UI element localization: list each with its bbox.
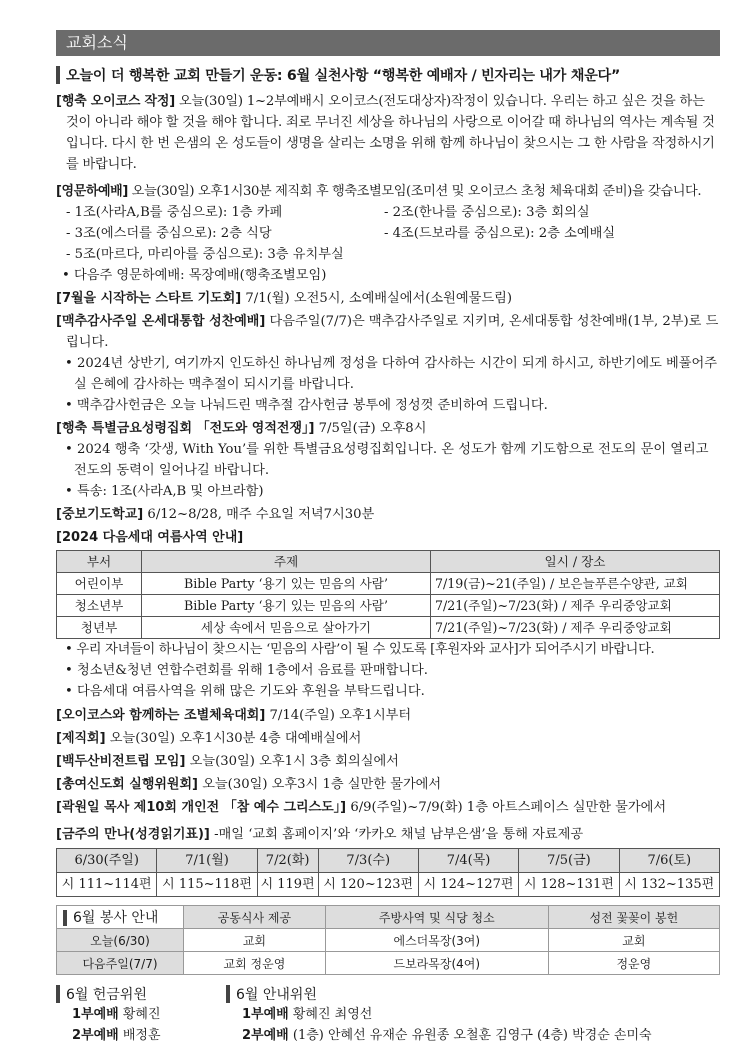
baekdu-title: [백두산비전트립 모임] (56, 754, 186, 769)
day-cell: 7/5(금) (519, 849, 619, 873)
member-names: 황혜진 (122, 1007, 161, 1022)
reading-cell: 시 119편 (257, 873, 318, 897)
table-cell: 청소년부 (57, 595, 142, 617)
july-prayer-text: 7/1(월) 오전5시, 소예배실에서(소원예물드림) (241, 291, 512, 306)
council-title: [총여신도회 실행위원회] (56, 777, 198, 792)
member-names: 배정훈 (122, 1028, 161, 1043)
exhibit-text: 6/9(주일)~7/9(화) 1층 아트스페이스 실만한 물가에서 (346, 800, 667, 815)
oikos-title: [행축 오이코스 작정] (56, 94, 175, 109)
thanks-title: [맥추감사주일 온세대통합 성찬예배] (56, 314, 266, 329)
usher-block (226, 984, 652, 1046)
section-title: 교회소식 (56, 30, 720, 56)
oikos-text: 오늘(30일) 1~2부예배시 오이코스(전도대상자)작정이 있습니다. 우리는 하고 싶은 것을 하는 것이 아니라 해야 할 것을 해야 합니다. 죄로 무너진 세상을 하나님의 사랑으로 이어갈 때 하나님의 역사는 계속될 것입니다. 다시 한 번 은샘의 온 성도들이 생명을 살리는 소명을 위해 함께 하나님이 찾으시는 그 한 사람을 작정하시기를 바랍니다. (66, 94, 715, 172)
summer-title: [2024 다음세대 여름사역 안내] (56, 530, 244, 545)
list-item: • 맥추감사헌금은 오늘 나눠드린 맥추절 감사헌금 봉투에 정성껏 준비하여 드립니다. (65, 398, 548, 413)
oikos-section (56, 91, 720, 175)
middle-prayer-text: 6/12~8/28, 매주 수요일 저녁7시30분 (143, 507, 375, 522)
revival-title: [행축 특별금요성령집회 「전도와 영적전쟁」] (56, 421, 315, 436)
headline-text: 오늘이 더 행복한 교회 만들기 운동: 6월 실천사항 “행복한 예배자 / 빈자리는 내가 채운다” (66, 68, 620, 84)
service-label: 1부예배 (72, 1007, 119, 1022)
sports-item (56, 705, 720, 726)
reading-cell: 시 111~114편 (57, 873, 157, 897)
day-cell: 7/2(화) (257, 849, 318, 873)
table-cell: 7/21(주일)~7/23(화) / 제주 우리중앙교회 (431, 617, 720, 639)
group-item: - 3조(에스더를 중심으로): 2층 식당 (66, 226, 272, 241)
bible-text: -매일 ‘교회 홈페이지’와 ‘카카오 채널 남부은샘’을 통해 자료제공 (209, 827, 584, 842)
table-row (57, 595, 720, 617)
council-text: 오늘(30일) 오후3시 1층 실만한 물가에서 (198, 777, 442, 792)
list-item: • 특송: 1조(사라A,B 및 아브라함) (65, 484, 264, 499)
table-cell: Bible Party ‘용기 있는 믿음의 사람’ (142, 573, 431, 595)
service-label: 2부예배 (72, 1028, 119, 1043)
summer-section (56, 527, 720, 702)
table-cell: 청년부 (57, 617, 142, 639)
group-item: - 4조(드보라를 중심으로): 2층 소예배실 (384, 226, 616, 241)
list-item: • 다음세대 여름사역을 위해 많은 기도와 후원을 부탁드립니다. (65, 684, 425, 699)
list-item: • 2024년 상반기, 여기까지 인도하신 하나님께 정성을 다하여 감사하는 시간이 되게 하시고, 하반기에도 베풀어주실 은혜에 감사하는 맥추절이 되시기를 바랍니다. (65, 356, 717, 392)
staff-text: 오늘(30일) 오후1시30분 4층 대예배실에서 (105, 731, 362, 746)
july-prayer-title: [7월을 시작하는 스타트 기도회] (56, 291, 242, 306)
headline (56, 65, 720, 85)
day-cell: 7/4(목) (418, 849, 518, 873)
table-header: 주제 (142, 551, 431, 573)
list-item: • 2024 행축 ‘갓생, With You’를 위한 특별금요성령집회입니다. 온 성도가 함께 기도함으로 전도의 문이 열리고 전도의 동력이 일어나길 바랍니다. (65, 442, 709, 478)
july-prayer (56, 288, 720, 309)
title-bar (56, 985, 60, 1003)
reading-cell: 시 115~118편 (157, 873, 257, 897)
exhibit-title: [곽원일 목사 제10회 개인전 「참 예수 그리스도」] (56, 800, 347, 815)
service-table (56, 905, 720, 975)
table-cell: 세상 속에서 믿음으로 살아가기 (142, 617, 431, 639)
bible-table (56, 848, 720, 897)
table-header: 공동식사 제공 (184, 906, 326, 929)
group-row (56, 202, 720, 223)
table-header-row (57, 551, 720, 573)
member-names: 황혜진 최영선 (292, 1007, 373, 1022)
oikos-body (56, 91, 720, 175)
sports-title: [오이코스와 함께하는 조별체육대회] (56, 708, 266, 723)
table-row (57, 617, 720, 639)
day-cell: 6/30(주일) (57, 849, 157, 873)
youngmoon-text: 오늘(30일) 오후1시30분 제직회 후 행축조별모임(조미션 및 오이코스 초청 체육대회 준비)을 갖습니다. (127, 184, 702, 199)
youngmoon-next: • 다음주 영문하예배: 목장예배(행축조별모임) (62, 268, 327, 283)
table-row (57, 873, 720, 897)
table-cell: 교회 (184, 929, 326, 952)
service-label: 2부예배 (242, 1028, 289, 1043)
day-cell: 7/6(토) (619, 849, 719, 873)
table-header: 주방사역 및 식당 청소 (325, 906, 548, 929)
table-cell: 어린이부 (57, 573, 142, 595)
table-cell: 7/19(금)~21(주일) / 보은늘푸른수양관, 교회 (431, 573, 720, 595)
staff-item (56, 728, 720, 749)
reading-cell: 시 132~135편 (619, 873, 719, 897)
group-row (56, 223, 720, 244)
table-cell: 드보라목장(4여) (325, 952, 548, 975)
usher-title: 6월 안내위원 (236, 987, 317, 1003)
church-news (56, 30, 720, 1046)
table-cell: 에스더목장(3여) (325, 929, 548, 952)
title-bar (63, 910, 67, 926)
table-row (57, 573, 720, 595)
table-cell: 다음주일(7/7) (57, 952, 184, 975)
youngmoon-section (56, 181, 720, 286)
reading-cell: 시 124~127편 (418, 873, 518, 897)
table-row (57, 952, 720, 975)
day-cell: 7/1(월) (157, 849, 257, 873)
table-cell: 교회 (548, 929, 719, 952)
committees (56, 984, 720, 1046)
table-header: 부서 (57, 551, 142, 573)
offering-title: 6월 헌금위원 (66, 987, 147, 1003)
revival-text: 7/5일(금) 오후8시 (314, 421, 427, 436)
middle-prayer (56, 504, 720, 525)
thanks-section (56, 311, 720, 416)
table-row (57, 929, 720, 952)
baekdu-item (56, 751, 720, 772)
sports-text: 7/14(주일) 오후1시부터 (265, 708, 412, 723)
table-header: 일시 / 장소 (431, 551, 720, 573)
middle-prayer-title: [중보기도학교] (56, 507, 144, 522)
reading-cell: 시 128~131편 (519, 873, 619, 897)
revival-section (56, 418, 720, 502)
table-cell: 교회 정운영 (184, 952, 326, 975)
service-label: 1부예배 (242, 1007, 289, 1022)
table-cell: Bible Party ‘용기 있는 믿음의 사람’ (142, 595, 431, 617)
table-cell: 7/21(주일)~7/23(화) / 제주 우리중앙교회 (431, 595, 720, 617)
table-cell: 오늘(6/30) (57, 929, 184, 952)
summer-table (56, 550, 720, 639)
day-cell: 7/3(수) (318, 849, 418, 873)
table-header: 성전 꽃꽂이 봉헌 (548, 906, 719, 929)
reading-cell: 시 120~123편 (318, 873, 418, 897)
headline-bar (56, 66, 60, 84)
group-item: - 1조(사라A,B를 중심으로): 1층 카페 (66, 205, 283, 220)
table-header-row (57, 906, 720, 929)
service-title: 6월 봉사 안내 (73, 910, 159, 926)
youngmoon-title: [영문하예배] (56, 184, 128, 199)
staff-title: [제직회] (56, 731, 106, 746)
title-bar (226, 985, 230, 1003)
council-item (56, 774, 720, 795)
exhibit-item (56, 797, 720, 818)
table-header-row (57, 849, 720, 873)
service-title-cell (57, 906, 184, 929)
group-item: - 2조(한나를 중심으로): 3층 회의실 (384, 205, 590, 220)
list-item: • 청소년&청년 연합수련회를 위해 1층에서 음료를 판매합니다. (65, 663, 428, 678)
bible-title: [금주의 만나(성경읽기표)] (56, 827, 210, 842)
baekdu-text: 오늘(30일) 오후1시 3층 회의실에서 (185, 754, 399, 769)
bible-section (56, 824, 720, 897)
table-cell: 정운영 (548, 952, 719, 975)
offering-block (56, 984, 226, 1046)
group-item: - 5조(마르다, 마리아를 중심으로): 3층 유치부실 (66, 247, 344, 262)
member-names: (1층) 안혜선 유재순 유원종 오철훈 김영구 (4층) 박경순 손미숙 (292, 1028, 652, 1043)
thanks-text: 다음주일(7/7)은 맥추감사주일로 지키며, 온세대통합 성찬예배(1부, 2부)로 드립니다. (66, 314, 719, 350)
list-item: • 우리 자녀들이 하나님이 찾으시는 ‘믿음의 사람’이 될 수 있도록 [후원자와 교사]가 되어주시기 바랍니다. (65, 642, 655, 657)
